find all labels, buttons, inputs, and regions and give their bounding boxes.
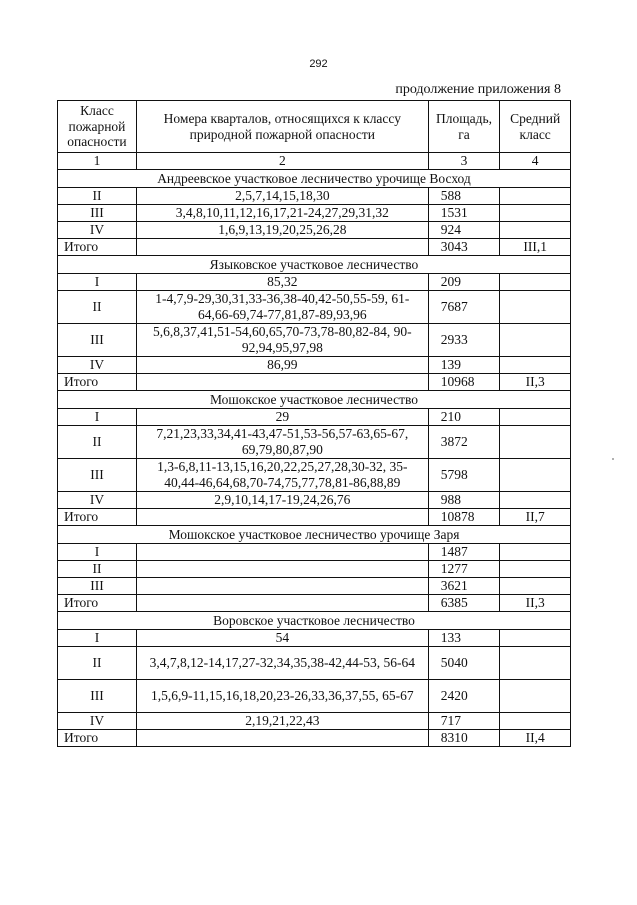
quarters-cell xyxy=(136,730,428,747)
avg-class-cell xyxy=(500,459,571,492)
avg-class-cell: II,3 xyxy=(500,595,571,612)
quarters-cell: 3,4,7,8,12-14,17,27-32,34,35,38-42,44-53, 56-64 xyxy=(136,647,428,680)
class-cell: II xyxy=(58,426,137,459)
section-row xyxy=(58,170,571,188)
quarters-cell: 2,19,21,22,43 xyxy=(136,713,428,730)
table-row xyxy=(58,274,571,291)
section-row xyxy=(58,612,571,630)
quarters-cell: 2,5,7,14,15,18,30 xyxy=(136,188,428,205)
section-row xyxy=(58,256,571,274)
area-cell: 8310 xyxy=(428,730,500,747)
avg-class-cell xyxy=(500,561,571,578)
quarters-cell xyxy=(136,544,428,561)
table-row xyxy=(58,578,571,595)
quarters-cell xyxy=(136,509,428,526)
class-cell: II xyxy=(58,291,137,324)
class-cell: I xyxy=(58,409,137,426)
quarters-cell: 1,3-6,8,11-13,15,16,20,22,25,27,28,30-32, 35-40,44-46,64,68,70-74,75,77,78,81-86,88,89 xyxy=(136,459,428,492)
avg-class-cell xyxy=(500,274,571,291)
table-row xyxy=(58,680,571,713)
area-cell: 210 xyxy=(428,409,500,426)
avg-class-cell xyxy=(500,578,571,595)
total-row xyxy=(58,595,571,612)
header-quarters: Номера кварталов, относящихся к классу природной пожарной опасности xyxy=(136,101,428,153)
area-cell: 139 xyxy=(428,357,500,374)
avg-class-cell: II,4 xyxy=(500,730,571,747)
table-row xyxy=(58,205,571,222)
area-cell: 2420 xyxy=(428,680,500,713)
table-row xyxy=(58,713,571,730)
section-title: Мошокское участковое лесничество урочище Заря xyxy=(58,526,571,544)
area-cell: 988 xyxy=(428,492,500,509)
quarters-cell: 86,99 xyxy=(136,357,428,374)
quarters-cell: 1,5,6,9-11,15,16,18,20,23-26,33,36,37,55, 65-67 xyxy=(136,680,428,713)
table-row xyxy=(58,291,571,324)
class-cell: Итого xyxy=(58,374,137,391)
quarters-cell: 29 xyxy=(136,409,428,426)
class-cell: III xyxy=(58,578,137,595)
table-row xyxy=(58,324,571,357)
section-title: Мошокское участковое лесничество xyxy=(58,391,571,409)
avg-class-cell xyxy=(500,426,571,459)
class-cell: IV xyxy=(58,222,137,239)
quarters-cell: 7,21,23,33,34,41-43,47-51,53-56,57-63,65-67, 69,79,80,87,90 xyxy=(136,426,428,459)
area-cell: 10878 xyxy=(428,509,500,526)
quarters-cell xyxy=(136,374,428,391)
table-row xyxy=(58,459,571,492)
avg-class-cell xyxy=(500,188,571,205)
class-cell: I xyxy=(58,274,137,291)
quarters-cell: 54 xyxy=(136,630,428,647)
header-area: Площадь, га xyxy=(428,101,500,153)
area-cell: 3872 xyxy=(428,426,500,459)
area-cell: 209 xyxy=(428,274,500,291)
area-cell: 2933 xyxy=(428,324,500,357)
table-row xyxy=(58,357,571,374)
class-cell: II xyxy=(58,647,137,680)
table-row xyxy=(58,544,571,561)
total-row xyxy=(58,374,571,391)
table-row xyxy=(58,409,571,426)
scan-speck xyxy=(612,458,614,460)
table-row xyxy=(58,492,571,509)
avg-class-cell xyxy=(500,544,571,561)
avg-class-cell xyxy=(500,647,571,680)
area-cell: 3621 xyxy=(428,578,500,595)
column-number: 2 xyxy=(136,153,428,170)
avg-class-cell xyxy=(500,357,571,374)
class-cell: Итого xyxy=(58,595,137,612)
class-cell: I xyxy=(58,630,137,647)
quarters-cell: 5,6,8,37,41,51-54,60,65,70-73,78-80,82-84, 90-92,94,95,97,98 xyxy=(136,324,428,357)
class-cell: IV xyxy=(58,357,137,374)
quarters-cell xyxy=(136,595,428,612)
area-cell: 1277 xyxy=(428,561,500,578)
header-avg-class: Средний класс xyxy=(500,101,571,153)
quarters-cell xyxy=(136,561,428,578)
class-cell: I xyxy=(58,544,137,561)
column-number: 1 xyxy=(58,153,137,170)
table-row xyxy=(58,647,571,680)
quarters-cell: 1-4,7,9-29,30,31,33-36,38-40,42-50,55-59, 61-64,66-69,74-77,81,87-89,93,96 xyxy=(136,291,428,324)
class-cell: III xyxy=(58,324,137,357)
area-cell: 588 xyxy=(428,188,500,205)
class-cell: Итого xyxy=(58,239,137,256)
avg-class-cell xyxy=(500,680,571,713)
continuation-title: продолжение приложения 8 xyxy=(395,82,561,97)
class-cell: IV xyxy=(58,492,137,509)
section-title: Воровское участковое лесничество xyxy=(58,612,571,630)
avg-class-cell: II,3 xyxy=(500,374,571,391)
quarters-cell xyxy=(136,578,428,595)
column-number: 3 xyxy=(428,153,500,170)
avg-class-cell: II,7 xyxy=(500,509,571,526)
table-row xyxy=(58,222,571,239)
area-cell: 3043 xyxy=(428,239,500,256)
avg-class-cell xyxy=(500,291,571,324)
quarters-cell: 3,4,8,10,11,12,16,17,21-24,27,29,31,32 xyxy=(136,205,428,222)
section-row xyxy=(58,391,571,409)
class-cell: III xyxy=(58,205,137,222)
table-row xyxy=(58,561,571,578)
fire-hazard-table xyxy=(57,100,571,747)
section-row xyxy=(58,526,571,544)
quarters-cell xyxy=(136,239,428,256)
area-cell: 133 xyxy=(428,630,500,647)
quarters-cell: 2,9,10,14,17-19,24,26,76 xyxy=(136,492,428,509)
table-row xyxy=(58,188,571,205)
area-cell: 5798 xyxy=(428,459,500,492)
header-class: Класс пожарной опасности xyxy=(58,101,137,153)
section-title: Андреевское участковое лесничество урочище Восход xyxy=(58,170,571,188)
avg-class-cell xyxy=(500,630,571,647)
area-cell: 1487 xyxy=(428,544,500,561)
table-body xyxy=(58,170,571,747)
avg-class-cell xyxy=(500,713,571,730)
avg-class-cell: III,1 xyxy=(500,239,571,256)
area-cell: 10968 xyxy=(428,374,500,391)
total-row xyxy=(58,730,571,747)
column-number: 4 xyxy=(500,153,571,170)
class-cell: III xyxy=(58,680,137,713)
total-row xyxy=(58,239,571,256)
class-cell: II xyxy=(58,188,137,205)
avg-class-cell xyxy=(500,205,571,222)
class-cell: IV xyxy=(58,713,137,730)
avg-class-cell xyxy=(500,222,571,239)
header-row xyxy=(58,101,571,153)
class-cell: Итого xyxy=(58,509,137,526)
area-cell: 5040 xyxy=(428,647,500,680)
avg-class-cell xyxy=(500,409,571,426)
class-cell: II xyxy=(58,561,137,578)
column-number-row xyxy=(58,153,571,170)
avg-class-cell xyxy=(500,492,571,509)
total-row xyxy=(58,509,571,526)
quarters-cell: 85,32 xyxy=(136,274,428,291)
class-cell: III xyxy=(58,459,137,492)
section-title: Языковское участковое лесничество xyxy=(58,256,571,274)
page-number: 292 xyxy=(309,58,328,70)
area-cell: 7687 xyxy=(428,291,500,324)
table-row xyxy=(58,426,571,459)
quarters-cell: 1,6,9,13,19,20,25,26,28 xyxy=(136,222,428,239)
class-cell: Итого xyxy=(58,730,137,747)
area-cell: 924 xyxy=(428,222,500,239)
table-row xyxy=(58,630,571,647)
area-cell: 6385 xyxy=(428,595,500,612)
area-cell: 1531 xyxy=(428,205,500,222)
area-cell: 717 xyxy=(428,713,500,730)
avg-class-cell xyxy=(500,324,571,357)
